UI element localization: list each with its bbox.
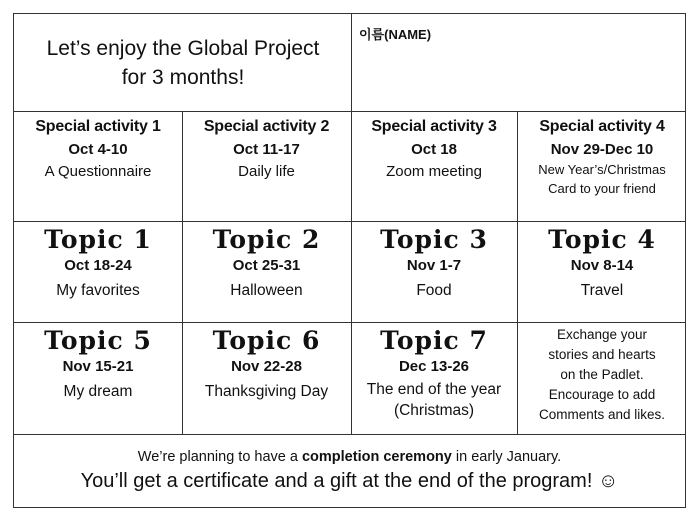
topic-desc-line-1: The end of the year (366, 381, 502, 398)
special-activity-2 (182, 111, 351, 221)
topic-label: Topic 1 (44, 225, 152, 254)
topic-date: Nov 22-28 (231, 358, 302, 375)
title-line-2: for 3 months! (121, 65, 245, 89)
topic-desc: My favorites (56, 282, 140, 299)
exchange-line-5: Comments and likes. (538, 407, 666, 422)
exchange-note (517, 322, 687, 434)
topic-desc: Halloween (230, 282, 303, 299)
topic-desc: Food (416, 282, 452, 299)
activity-desc: A Questionnaire (44, 163, 152, 180)
activity-date: Oct 11-17 (233, 141, 300, 158)
topic-desc-line-2: (Christmas) (393, 402, 475, 419)
topic-date: Nov 15-21 (62, 358, 134, 375)
topic-date: Nov 1-7 (406, 257, 462, 274)
activity-label: Special activity 4 (539, 118, 665, 135)
activity-desc: Zoom meeting (386, 163, 482, 180)
topic-2 (182, 221, 351, 322)
exchange-line-4: Encourage to add (548, 387, 656, 402)
activity-desc: Daily life (238, 163, 295, 180)
schedule-sheet (13, 13, 686, 508)
certificate-notice: You’ll get a certificate and a gift at the end of the program! ☺ (80, 470, 619, 492)
activity-date: Oct 18 (411, 141, 457, 158)
topic-label: Topic 5 (44, 326, 152, 355)
topic-date: Oct 18-24 (64, 257, 132, 274)
topic-label: Topic 2 (212, 225, 321, 254)
exchange-text (539, 325, 665, 425)
topic-3 (351, 221, 517, 322)
topic-date: Oct 25-31 (232, 257, 301, 274)
topic-label: Topic 6 (212, 326, 321, 355)
topic-label: Topic 4 (548, 225, 656, 254)
topic-date: Dec 13-26 (398, 358, 470, 375)
special-activity-4 (517, 111, 687, 221)
topic-1 (14, 221, 182, 322)
topic-5 (14, 322, 182, 434)
exchange-line-3: on the Padlet. (560, 367, 644, 382)
topic-desc: My dream (63, 383, 133, 400)
topic-6 (182, 322, 351, 434)
special-activity-1 (14, 111, 182, 221)
topic-label: Topic 3 (380, 225, 488, 254)
activity-date: Oct 4-10 (68, 141, 128, 158)
topic-desc (367, 379, 501, 421)
special-activity-3 (351, 111, 517, 221)
activity-desc (538, 160, 665, 198)
activity-label: Special activity 3 (371, 118, 497, 135)
topic-4 (517, 221, 687, 322)
activity-label: Special activity 2 (203, 118, 330, 135)
topic-desc: Thanksgiving Day (204, 383, 329, 400)
exchange-line-2: stories and hearts (548, 347, 656, 362)
topic-label: Topic 7 (380, 326, 488, 355)
page-title (14, 14, 352, 111)
activity-desc-line-2: Card to your friend (548, 181, 656, 196)
footer-note (14, 435, 685, 507)
activity-date: Nov 29-Dec 10 (550, 141, 654, 158)
exchange-line-1: Exchange your (556, 327, 648, 342)
ceremony-notice-pre: We’re planning to have a (137, 449, 302, 465)
activity-label: Special activity 1 (35, 118, 161, 135)
ceremony-notice-post: in early January. (451, 449, 562, 465)
name-label: 이름(NAME) (359, 27, 432, 42)
topic-desc: Travel (580, 282, 624, 299)
ceremony-notice (138, 449, 561, 465)
ceremony-notice-bold: completion ceremony (301, 449, 452, 465)
topic-date: Nov 8-14 (570, 257, 634, 274)
activity-desc-line-1: New Year’s/Christmas (538, 162, 666, 177)
title-line-1: Let’s enjoy the Global Project (46, 36, 320, 60)
topic-7 (351, 322, 517, 434)
